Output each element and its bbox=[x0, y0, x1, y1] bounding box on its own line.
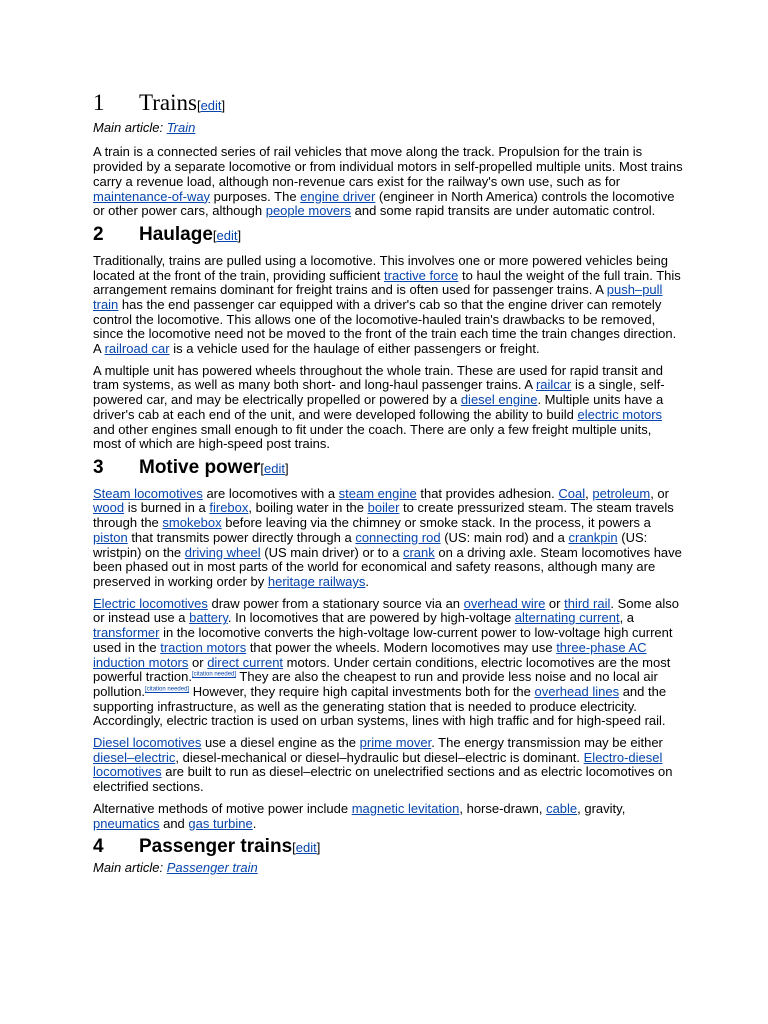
main-article-link[interactable]: Passenger train bbox=[166, 860, 258, 876]
text: before leaving via the chimney or smoke stack. In the process, it powers a bbox=[221, 515, 651, 531]
text: use a diesel engine as the bbox=[201, 735, 360, 751]
text: A multiple unit has powered wheels throughout the whole train. These are used for rapid transit and tram systems, as well as many both short- and long-haul passenger trains. A bbox=[93, 362, 663, 393]
text: or bbox=[188, 654, 208, 670]
text: , bbox=[585, 485, 593, 501]
section-number: 2 bbox=[93, 223, 104, 245]
link-third-rail[interactable]: third rail bbox=[564, 595, 611, 611]
link-connecting-rod[interactable]: connecting rod bbox=[355, 529, 441, 545]
text: , diesel-mechanical or diesel–hydraulic but diesel–electric is dominant. bbox=[175, 749, 584, 765]
citation-needed bbox=[145, 687, 189, 693]
link-people-movers[interactable]: people movers bbox=[265, 203, 351, 219]
edit-link-wrapper: [edit] bbox=[196, 98, 226, 113]
edit-link[interactable]: edit bbox=[200, 98, 222, 113]
section-title: Motive power bbox=[139, 456, 261, 478]
edit-link[interactable]: edit bbox=[264, 460, 285, 476]
text: purposes. The bbox=[210, 188, 301, 204]
link-railroad-car[interactable]: railroad car bbox=[104, 341, 170, 357]
text: (US main driver) or to a bbox=[260, 544, 403, 560]
section-heading-trains bbox=[93, 90, 683, 116]
text: , a bbox=[619, 610, 635, 626]
main-article-link[interactable]: Train bbox=[166, 120, 196, 136]
section-title: Passenger trains bbox=[139, 836, 293, 858]
section-number: 4 bbox=[93, 836, 104, 858]
section-number: 1 bbox=[93, 90, 105, 115]
link-driving-wheel[interactable]: driving wheel bbox=[184, 544, 261, 560]
link-magnetic-levitation[interactable]: magnetic levitation bbox=[351, 800, 460, 816]
link-steam-engine[interactable]: steam engine bbox=[338, 485, 417, 501]
text: . bbox=[365, 574, 370, 589]
link-tractive-force[interactable]: tractive force bbox=[384, 267, 459, 283]
section-heading-passenger-trains bbox=[93, 836, 683, 858]
text: . Some also or instead use a bbox=[93, 595, 680, 626]
text: that provides adhesion. bbox=[416, 485, 559, 501]
link-three-phase-ac-induction-motors[interactable]: three-phase AC induction motors bbox=[93, 639, 647, 670]
section-title: Haulage bbox=[139, 223, 213, 245]
text: , gravity, bbox=[577, 800, 626, 816]
text: (engineer in North America) controls the locomotive or other power cars, although bbox=[93, 188, 675, 219]
link-electric-locomotives[interactable]: Electric locomotives bbox=[93, 595, 208, 611]
link-gas-turbine[interactable]: gas turbine bbox=[188, 815, 253, 831]
link-cable[interactable]: cable bbox=[546, 800, 578, 816]
text: . The energy transmission may be either bbox=[431, 735, 663, 751]
link-diesel-electric[interactable]: diesel–electric bbox=[93, 749, 176, 765]
edit-link[interactable]: edit bbox=[295, 840, 317, 856]
text: has the end passenger car equipped with a driver's cab so that the engine driver can remotely control the locomotive. This allows one of the locomotive-hauled train's drawbacks to be removed, since the locomotive need not be moved to the front of the train each time the train changes direction. A bbox=[93, 296, 677, 357]
paragraph bbox=[93, 736, 683, 795]
text: , horse-drawn, bbox=[459, 800, 547, 816]
link-engine-driver[interactable]: engine driver bbox=[300, 188, 376, 204]
link-direct-current[interactable]: direct current bbox=[207, 654, 284, 670]
link-battery[interactable]: battery bbox=[189, 610, 228, 626]
link-prime-mover[interactable]: prime mover bbox=[359, 735, 432, 751]
section-number: 3 bbox=[93, 456, 104, 478]
main-article-label: Main article: bbox=[93, 120, 167, 136]
link-maintenance-of-way[interactable]: maintenance-of-way bbox=[93, 188, 211, 204]
link-boiler[interactable]: boiler bbox=[367, 500, 400, 516]
link-pneumatics[interactable]: pneumatics bbox=[93, 815, 160, 831]
link-electro-diesel-locomotives[interactable]: Electro-diesel locomotives bbox=[93, 749, 663, 780]
link-electric-motors[interactable]: electric motors bbox=[577, 406, 663, 422]
link-firebox[interactable]: firebox bbox=[209, 500, 249, 516]
citation-needed bbox=[192, 672, 236, 678]
link-overhead-wire[interactable]: overhead wire bbox=[463, 595, 546, 611]
text: (US: main rod) and a bbox=[440, 529, 569, 545]
edit-link-wrapper: [edit] bbox=[212, 227, 242, 243]
text: and the supporting infrastructure, as well as the generating station that is needed to produce electricity. Accordingly, electric traction is used on urban systems, lines with high traffic and for high-speed rail. bbox=[93, 683, 667, 729]
main-article-label: Main article: bbox=[93, 860, 167, 876]
text: A train is a connected series of rail vehicles that move along the track. Propulsion for the train is provided by a separate locomotive or from individual motors in self-propelled multiple units. Most trains carry a revenue load, although non-revenue cars exist for the railway's own use, such as for bbox=[93, 144, 683, 189]
citation-needed-link[interactable]: [citation needed] bbox=[192, 671, 237, 678]
text: Alternative methods of motive power include bbox=[93, 800, 352, 816]
text: However, they require high capital investments both for the bbox=[189, 683, 535, 699]
section-heading-haulage bbox=[93, 224, 683, 246]
text: that transmits power directly through a bbox=[127, 529, 356, 545]
text: on a driving axle. Steam locomotives have been phased out in most parts of the world for economical and safety reasons, although many are preserved in working order by bbox=[93, 544, 682, 589]
link-crankpin[interactable]: crankpin bbox=[568, 529, 618, 545]
paragraph bbox=[93, 597, 683, 729]
link-smokebox[interactable]: smokebox bbox=[162, 515, 222, 531]
link-coal[interactable]: Coal bbox=[558, 485, 586, 501]
citation-needed-link[interactable]: [citation needed] bbox=[145, 686, 190, 693]
link-diesel-engine[interactable]: diesel engine bbox=[460, 392, 538, 408]
link-push-pull-train[interactable]: push–pull train bbox=[93, 282, 663, 312]
link-wood[interactable]: wood bbox=[93, 500, 125, 516]
edit-link[interactable]: edit bbox=[216, 227, 238, 243]
text: are built to run as diesel–electric on unelectrified sections and as electric locomotives on electrified sections. bbox=[93, 764, 673, 795]
paragraph bbox=[93, 802, 683, 831]
main-article-note bbox=[93, 120, 683, 135]
text: and some rapid transits are under automatic control. bbox=[351, 203, 656, 219]
text: is a vehicle used for the haulage of either passengers or freight. bbox=[169, 341, 540, 357]
main-article-note bbox=[93, 860, 683, 875]
text: or bbox=[545, 595, 565, 611]
link-crank[interactable]: crank bbox=[402, 544, 435, 560]
link-traction-motors[interactable]: traction motors bbox=[160, 639, 247, 655]
section-heading-motive-power bbox=[93, 457, 683, 479]
section-title: Trains bbox=[139, 90, 197, 115]
link-steam-locomotives[interactable]: Steam locomotives bbox=[93, 485, 203, 501]
text: is a single, self-powered car, and may be electrically propelled or powered by a bbox=[93, 377, 665, 408]
link-piston[interactable]: piston bbox=[93, 529, 128, 545]
text: and bbox=[159, 815, 189, 831]
text: , boiling water in the bbox=[248, 500, 368, 516]
link-diesel-locomotives[interactable]: Diesel locomotives bbox=[93, 735, 202, 751]
paragraph bbox=[93, 145, 683, 219]
article-body bbox=[93, 90, 683, 885]
paragraph bbox=[93, 364, 683, 452]
text: that power the wheels. Modern locomotives may use bbox=[246, 639, 557, 655]
text: to create pressurized steam. The steam travels through the bbox=[93, 500, 674, 531]
link-alternating-current[interactable]: alternating current bbox=[514, 610, 620, 626]
text: is burned in a bbox=[124, 500, 210, 516]
text: motors. Under certain conditions, electric locomotives are the most powerful traction. bbox=[93, 654, 671, 685]
text: . Multiple units have a driver's cab at each end of the unit, and were developed following the ability to build bbox=[93, 392, 664, 422]
text: and other engines small enough to fit under the coach. There are only a few freight multiple units, most of which are high-speed post trains. bbox=[93, 421, 652, 452]
link-overhead-lines[interactable]: overhead lines bbox=[534, 683, 620, 699]
text: They are also the cheapest to run and provide less noise and no local air pollution. bbox=[93, 669, 658, 699]
text: . bbox=[252, 815, 257, 831]
link-petroleum[interactable]: petroleum bbox=[592, 485, 651, 501]
link-transformer[interactable]: transformer bbox=[93, 625, 160, 641]
text: Traditionally, trains are pulled using a locomotive. This involves one or more powered vehicles being located at the front of the train, providing sufficient bbox=[93, 252, 668, 283]
text: in the locomotive converts the high-voltage low-current power to low-voltage high current used in the bbox=[93, 625, 673, 655]
text: , or bbox=[650, 485, 669, 501]
paragraph bbox=[93, 254, 683, 357]
text: . In locomotives that are powered by high-voltage bbox=[227, 610, 515, 626]
text: to haul the weight of the full train. This arrangement remains dominant for freight trains and is often used for passenger trains. A bbox=[93, 267, 681, 298]
text: draw power from a stationary source via an bbox=[207, 595, 464, 611]
text: (US: wristpin) on the bbox=[93, 529, 648, 560]
text: are locomotives with a bbox=[202, 485, 339, 501]
link-railcar[interactable]: railcar bbox=[535, 377, 572, 393]
paragraph bbox=[93, 487, 683, 590]
link-heritage-railways[interactable]: heritage railways bbox=[267, 574, 366, 589]
edit-link-wrapper: [edit] bbox=[292, 840, 321, 856]
edit-link-wrapper: [edit] bbox=[260, 460, 289, 476]
